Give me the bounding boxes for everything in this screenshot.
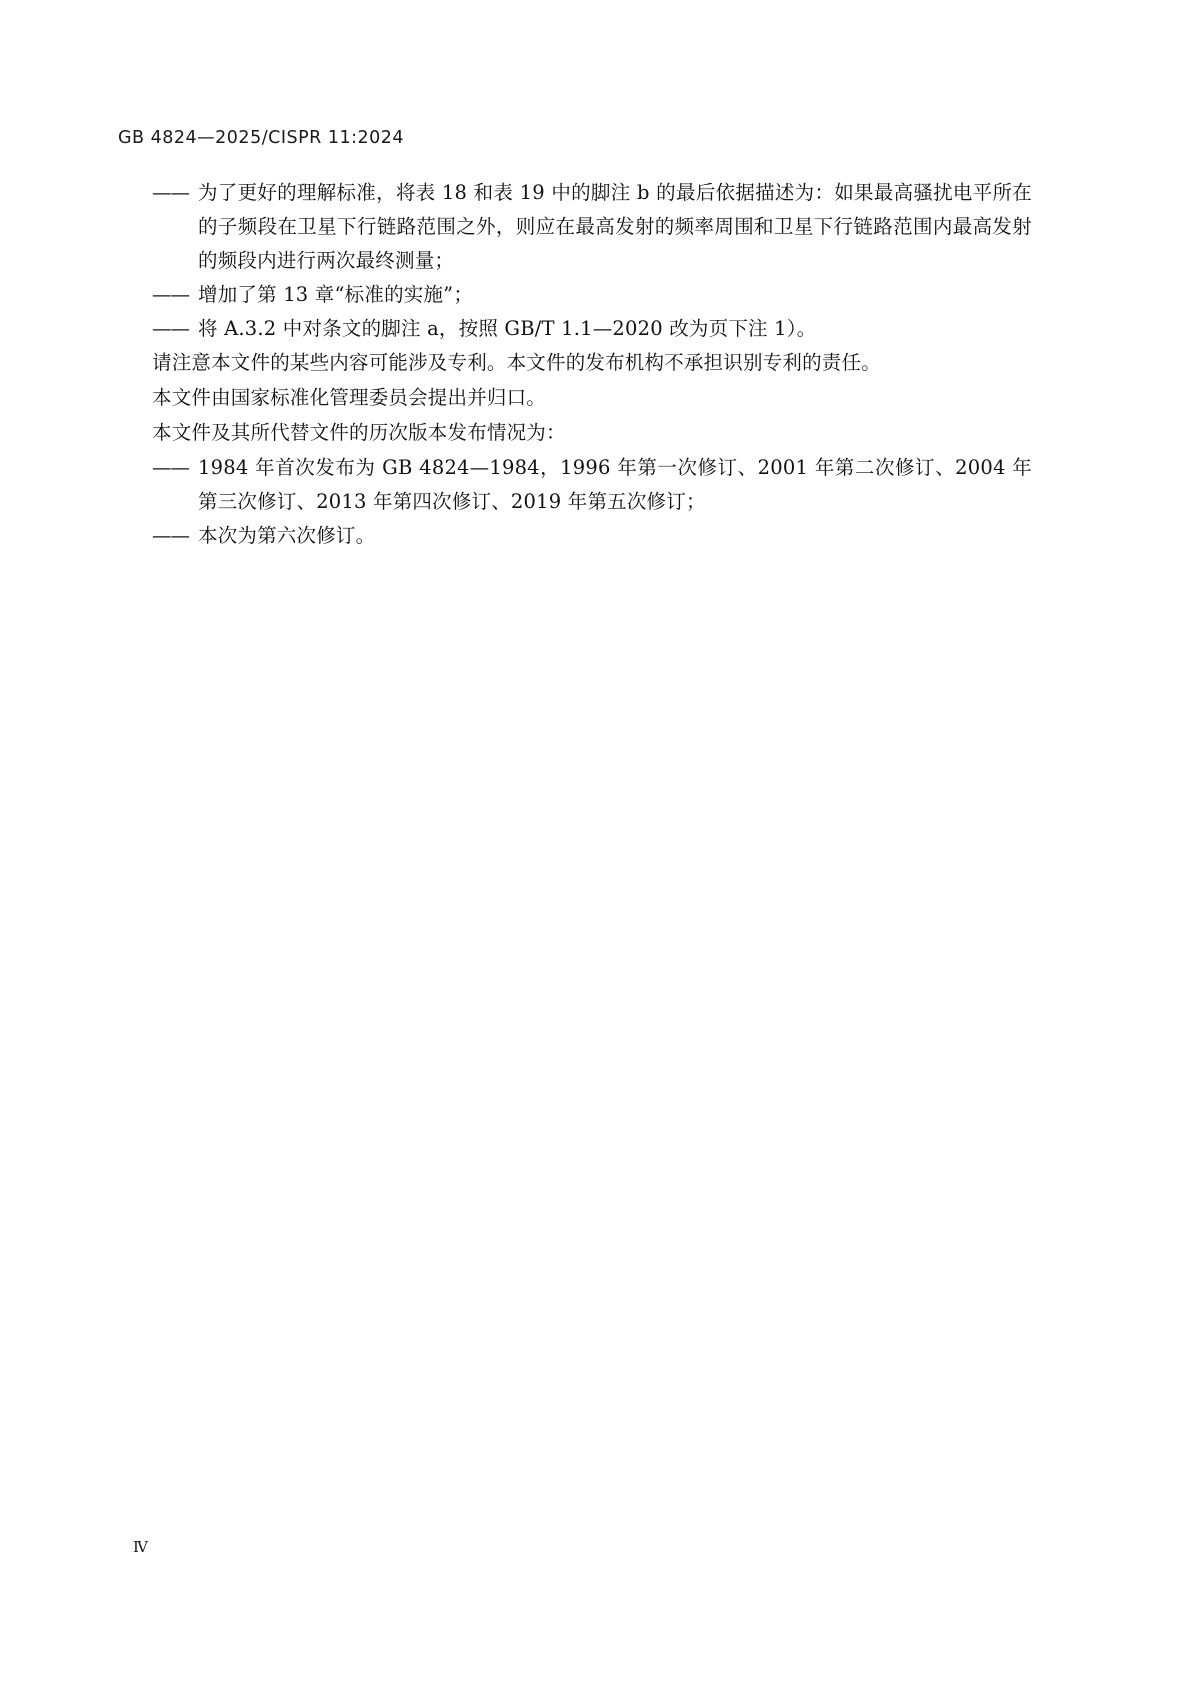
list-item — [152, 312, 1032, 346]
list-item-text: 为了更好的理解标准，将表 18 和表 19 中的脚注 b 的最后依据描述为：如果最高骚扰电平所在的子频段在卫星下行链路范围之外，则应在最高发射的频率周围和卫星下行链路范围内最高发射的频段内进行两次最终测量； — [198, 181, 1032, 272]
list-item — [152, 451, 1032, 519]
dash-marker: —— — [152, 317, 189, 340]
paragraph-issuing-body: 本文件由国家标准化管理委员会提出并归口。 — [152, 386, 547, 409]
page-number: Ⅳ — [133, 1538, 148, 1556]
dash-marker: —— — [152, 524, 189, 547]
list-item-text: 本次为第六次修订。 — [198, 524, 376, 547]
list-item — [152, 519, 1032, 553]
dash-marker: —— — [152, 456, 189, 479]
document-body — [152, 176, 1032, 553]
list-item — [152, 176, 1032, 278]
paragraph-patent-notice: 请注意本文件的某些内容可能涉及专利。本文件的发布机构不承担识别专利的责任。 — [152, 351, 881, 374]
dash-marker: —— — [152, 181, 189, 204]
list-item-text: 增加了第 13 章“标准的实施”； — [198, 283, 474, 306]
list-item-text: 将 A.3.2 中对条文的脚注 a，按照 GB/T 1.1—2020 改为页下注 1）。 — [198, 317, 817, 340]
paragraph-history-intro: 本文件及其所代替文件的历次版本发布情况为： — [152, 421, 566, 444]
list-item — [152, 278, 1032, 312]
dash-marker: —— — [152, 283, 189, 306]
page-header-standard-code: GB 4824—2025/CISPR 11:2024 — [118, 128, 405, 148]
list-item-text: 1984 年首次发布为 GB 4824—1984，1996 年第一次修订、2001 年第二次修订、2004 年第三次修订、2013 年第四次修订、2019 年第五次修订； — [198, 456, 1032, 513]
